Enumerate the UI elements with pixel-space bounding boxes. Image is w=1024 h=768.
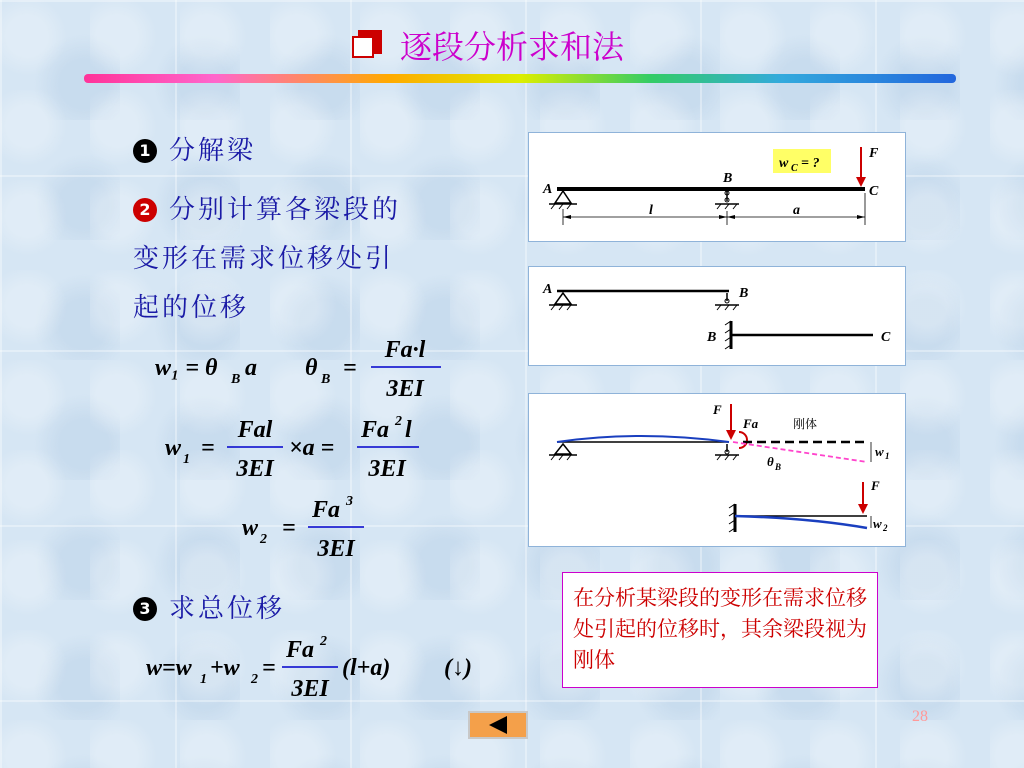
eq3-numerator: Fa — [312, 497, 341, 523]
beam-diagram-decomposed — [528, 266, 906, 366]
eq2-numerator-2-tail: l — [405, 417, 412, 443]
label-F-top: F — [713, 402, 722, 417]
step-2-line-2: 变形在需求位移处引 — [133, 244, 395, 274]
total-subscript-2: 2 — [251, 672, 258, 687]
equation-w2 — [242, 490, 392, 565]
eq2-w: w — [165, 435, 182, 461]
equation-total-svg — [146, 630, 506, 705]
slide-title — [352, 20, 624, 70]
eq2-denominator-2: 3EI — [368, 456, 406, 482]
label-A: A — [543, 182, 553, 197]
label-B-top: B — [739, 286, 749, 301]
eq3-denominator: 3EI — [317, 536, 355, 562]
equation-w1-result-svg — [165, 410, 465, 485]
total-subscript-1: 1 — [200, 672, 207, 687]
step-1 — [133, 130, 256, 167]
label-F-bottom: F — [871, 478, 880, 493]
label-theta: θ — [767, 454, 774, 469]
step-number-2-icon: 2 — [133, 198, 157, 222]
equation-w1-result — [165, 410, 465, 485]
eq1-tail: a — [245, 355, 257, 381]
step-2 — [133, 186, 401, 333]
checkbox-bullet-icon — [352, 30, 382, 60]
label-rigid-body: 刚体 — [793, 417, 818, 431]
label-C2: C — [881, 330, 891, 345]
total-numerator: Fa — [286, 637, 315, 663]
step-number-3-icon: 3 — [133, 597, 157, 621]
eq1-subscript: B — [231, 372, 241, 387]
title-rainbow-divider — [84, 74, 956, 83]
label-B: B — [723, 171, 733, 186]
label-l: l — [649, 203, 653, 218]
total-direction: (↓) — [444, 655, 472, 681]
label-B-bottom: B — [707, 330, 717, 345]
label-w1: w — [875, 444, 884, 459]
step-2-line-1: 分别计算各梁段的 — [169, 195, 402, 225]
label-w2: w — [873, 516, 882, 531]
equation-w2-svg — [242, 490, 392, 565]
note-box: 在分析某梁段的变形在需求位移处引起的位移时，其余梁段视为刚体 — [562, 572, 878, 688]
label-Fa: Fa — [743, 416, 759, 431]
eq2-denominator-1: 3EI — [236, 456, 274, 482]
beam-diagram-deformation-svg — [529, 394, 905, 546]
back-arrow-icon — [489, 716, 507, 734]
eq3-equals: = — [282, 515, 296, 541]
label-a: a — [793, 203, 800, 218]
eq3-w-subscript: 2 — [260, 532, 267, 547]
page-number: 28 — [912, 708, 928, 725]
eq2-equals: = — [201, 435, 215, 461]
eq2-numerator-2: Fa — [361, 417, 390, 443]
eq3-w: w — [242, 515, 259, 541]
beam-diagram-original — [528, 132, 906, 242]
label-w2-subscript: 2 — [883, 523, 888, 533]
beam-diagram-decomposed-svg — [529, 267, 905, 365]
slide-title-text: 逐段分析求和法 — [400, 28, 625, 66]
theta-subscript: B — [321, 372, 331, 387]
total-plus: +w — [210, 655, 240, 681]
total-lhs: w=w — [146, 655, 192, 681]
wc-w: w — [779, 156, 789, 171]
theta-denominator: 3EI — [386, 376, 424, 402]
label-theta-subscript: B — [775, 462, 782, 472]
eq2-numerator-2-sup: 2 — [395, 414, 402, 429]
wc-subscript: C — [791, 163, 798, 174]
step-3 — [133, 588, 285, 625]
previous-slide-button[interactable] — [468, 711, 528, 739]
step-2-line-3: 起的位移 — [133, 293, 250, 323]
eq3-numerator-sup: 3 — [346, 494, 353, 509]
label-w1-subscript: 1 — [885, 451, 890, 461]
total-numerator-sup: 2 — [320, 634, 327, 649]
theta-symbol: θ — [305, 355, 318, 381]
wc-question: = ? — [801, 156, 820, 171]
eq2-numerator-1: Fal — [237, 417, 273, 443]
beam-diagram-deformation — [528, 393, 906, 547]
step-3-text: 求总位移 — [169, 594, 286, 624]
total-paren: (l+a) — [342, 655, 391, 681]
beam-diagram-original-svg — [529, 133, 905, 241]
theta-numerator: Fa·l — [384, 337, 426, 363]
equation-w1-theta-svg — [155, 330, 455, 405]
label-A2: A — [543, 282, 553, 297]
eq1-lhs: w₁ = θ — [155, 355, 218, 381]
label-F: F — [869, 146, 879, 161]
step-number-1-icon: 1 — [133, 139, 157, 163]
step-1-text: 分解梁 — [169, 136, 257, 166]
eq2-times-a: ×a = — [289, 435, 335, 461]
label-C: C — [869, 184, 879, 199]
equation-w1-theta — [155, 330, 455, 405]
theta-equals: = — [343, 355, 357, 381]
total-equals: = — [262, 655, 276, 681]
equation-total — [146, 630, 506, 705]
eq2-w-subscript: 1 — [183, 452, 190, 467]
total-denominator: 3EI — [291, 676, 329, 702]
